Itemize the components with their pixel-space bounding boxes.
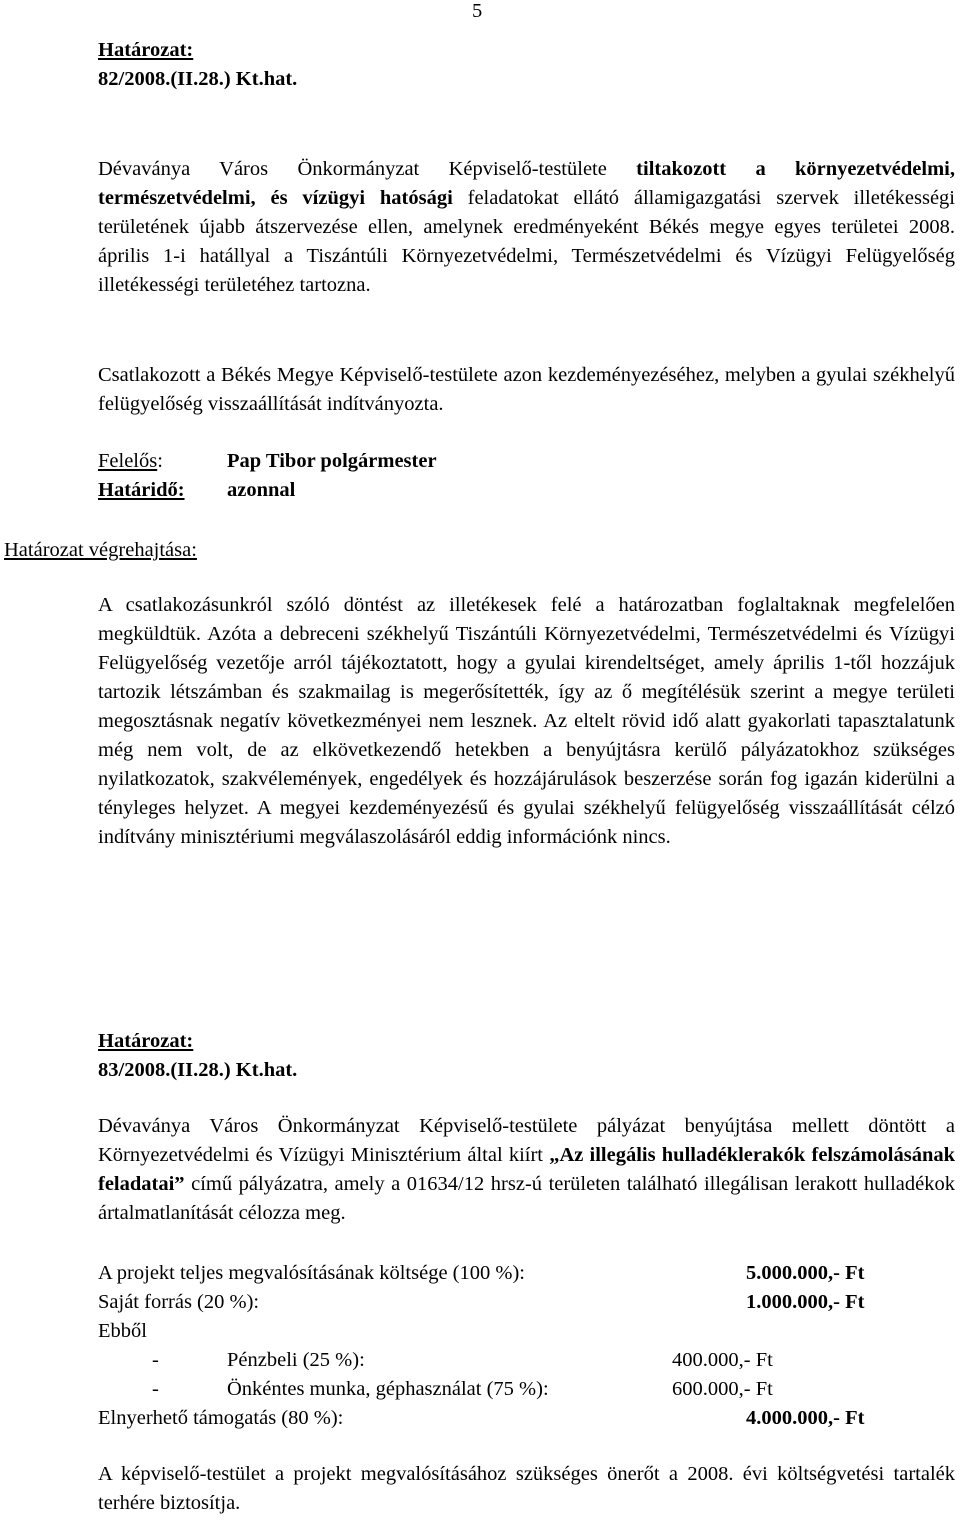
resolution-label: Határozat: [98,39,194,61]
closing-paragraph: A képviselő-testület a projekt megvalósításához szükséges önerőt a 2008. évi költségvetési tartalék terhére biztosítja. [98,1463,955,1514]
deadline-value: azonnal [227,479,296,501]
paragraph-text: Dévaványa Város Önkormányzat Képviselő-testülete pályázat benyújtása mellett döntött a Környezetvédelmi és Vízügyi Minisztérium által kiírt [98,1115,955,1166]
resolution-82-paragraph [98,155,955,300]
execution-heading: Határozat végrehajtása: [4,539,197,561]
cost-value: 400.000,- Ft [672,1349,773,1371]
responsibility-block [98,447,698,505]
resolution-label: Határozat: [98,1030,194,1052]
responsible-label: Felelős: [98,450,163,472]
deadline-row [98,476,698,505]
grant-title: „Az illegális hulladéklerakók felszámolásának feladatai” [98,1144,955,1195]
resolution-ref: 82/2008.(II.28.) Kt.hat. [98,68,298,90]
resolution-83-paragraph [98,1112,955,1228]
execution-paragraph: A csatlakozásunkról szóló döntést az illetékesek felé a határozatban foglaltaknak megfelelően megküldtük. Azóta a debreceni székhelyű Tiszántúli Környezetvédelmi, Természetvédelmi és Vízügyi Felügyelőség vezetője arról tájékoztatott, hogy a gyulai kirendeltséget, amely április 1-től hozzájuk tartozik létszámban és szakmailag is megerősítették, így az ő megítélésük szerint a megye területi megosztásnak negatív következményei nem lesznek. Az eltelt rövid idő alatt gyakorlati tapasztalatunk még nem volt, de az elkövetkezendő hetekben a benyújtásra kerülő pályázatokhoz szükséges nyilatkozatok, szakvélemények, engedélyek és hozzájárulások beszerzése során fog igazán kiderülni a tényleges helyzet. A megyei kezdeményezésű és gyulai székhelyű felügyelőség visszaállítását célzó indítvány minisztériumi megválaszolásáról eddig információnk nincs. [98,594,955,848]
resolution-82-header [98,36,955,94]
cost-value: 4.000.000,- Ft [746,1407,865,1429]
cost-label: Elnyerhető támogatás (80 %): [98,1407,344,1429]
cost-table [98,1259,955,1433]
paragraph-text: című pályázatra, amely a 01634/12 hrsz-ú területen található illegálisan lerakott hulladékok ártalmatlanítását célozza meg. [98,1173,955,1224]
list-dash: - [152,1349,159,1371]
cost-row-volunteer [98,1375,955,1404]
cost-row-grant [98,1404,955,1433]
resolution-82-paragraph-2: Csatlakozott a Békés Megye Képviselő-testülete azon kezdeményezéséhez, melyben a gyulai székhelyű felügyelőség visszaállítását indítványozta. [98,364,955,415]
responsible-row [98,447,698,476]
list-dash: - [152,1378,159,1400]
paragraph-text: Dévaványa Város Önkormányzat Képviselő-testülete [98,158,637,180]
deadline-label: Határidő: [98,479,185,501]
resolution-ref: 83/2008.(II.28.) Kt.hat. [98,1059,298,1081]
cost-label: Önkéntes munka, géphasználat (75 %): [227,1378,549,1400]
cost-label: Pénzbeli (25 %): [227,1349,365,1371]
paragraph-text: feladatokat ellátó államigazgatási szervek illetékességi területének újabb átszervezése ellen, amelynek eredményeként Békés megye egyes területei 2008. április 1-i hatállyal a Tiszántúli Környezetvédelmi, Természetvédelmi és Vízügyi Felügyelőség illetékességi területéhez tartozna. [98,187,955,296]
paragraph-bold-text: tiltakozott a környezetvédelmi, természetvédelmi, és vízügyi hatósági [98,158,955,209]
responsible-value: Pap Tibor polgármester [227,450,437,472]
cost-row-cash [98,1346,955,1375]
cost-value: 5.000.000,- Ft [746,1262,865,1284]
page-number: 5 [472,0,483,22]
cost-label: Ebből [98,1320,147,1342]
cost-row-total [98,1259,955,1288]
cost-label: A projekt teljes megvalósításának költsége (100 %): [98,1262,525,1284]
cost-row-of-which [98,1317,955,1346]
resolution-83-header [98,1027,955,1085]
cost-value: 600.000,- Ft [672,1378,773,1400]
cost-value: 1.000.000,- Ft [746,1291,865,1313]
cost-label: Saját forrás (20 %): [98,1291,260,1313]
cost-row-own [98,1288,955,1317]
